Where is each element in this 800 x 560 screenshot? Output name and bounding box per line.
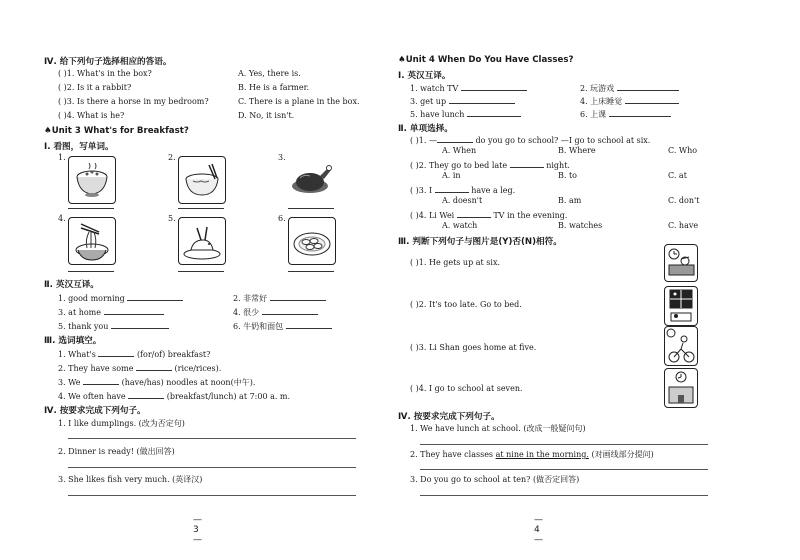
q4-opt-a[interactable]: A. watch (442, 221, 478, 230)
right-s3-item4: ( )4. I go to school at seven. (410, 384, 523, 393)
q3-opt-b[interactable]: B. am (558, 196, 582, 205)
left-s3-item2: 2. They have some (rice/rices). (58, 364, 222, 373)
q4-opt-b[interactable]: B. watches (558, 221, 603, 230)
answer-line-1[interactable] (68, 208, 114, 209)
right-s2-q4: ( )4. Li Wei TV in the evening. (410, 211, 568, 220)
answer-line-6[interactable] (288, 271, 334, 272)
right-s4-item2: 2. They have classes at nine in the morning. (对画线部分提问) (410, 450, 654, 459)
left-s4-a4: D. No, it isn't. (238, 111, 295, 120)
fill-line[interactable] (262, 306, 318, 315)
pic-num-6: 6. (278, 214, 286, 223)
page-number-left: —3— (193, 515, 202, 545)
right-s2-q2: ( )2. They go to bed late night. (410, 161, 570, 170)
noodles-chopsticks-picture (68, 217, 116, 265)
fill-line[interactable] (625, 95, 679, 104)
left-s3-item3: 3. We (have/has) noodles at noon(中午). (58, 378, 256, 387)
right-s1-item5: 5. have lunch (410, 108, 521, 119)
unit4-title: ♠Unit 4 When Do You Have Classes? (398, 55, 574, 65)
cyclist-clock-picture (664, 326, 698, 366)
pic-num-2: 2. (168, 153, 176, 162)
fill-line[interactable] (437, 134, 473, 143)
left-s4b-heading: Ⅳ. 按要求完成下列句子。 (44, 406, 146, 416)
fill-line[interactable] (104, 306, 164, 315)
right-s2-heading: Ⅱ. 单项选择。 (398, 124, 453, 134)
left-s2-heading: Ⅱ. 英汉互译。 (44, 280, 99, 290)
pic-num-5: 5. (168, 214, 176, 223)
answer-line-5[interactable] (178, 271, 224, 272)
fill-line[interactable] (457, 209, 491, 218)
left-s4-a3: C. There is a plane in the box. (238, 97, 360, 106)
left-s2-item4: 4. 很少 (233, 306, 318, 318)
fill-line[interactable] (286, 320, 332, 329)
fill-line[interactable] (609, 108, 671, 117)
pic-num-3: 3. (278, 153, 286, 162)
right-s3-item1: ( )1. He gets up at six. (410, 258, 500, 267)
fill-line[interactable] (467, 108, 521, 117)
right-s2-q1: ( )1. — do you go to school? —I go to school at six. (410, 136, 651, 145)
school-clock-picture (664, 368, 698, 408)
dumplings-plate-picture (288, 217, 336, 265)
left-s2-item5: 5. thank you (58, 320, 169, 331)
right-s3-item3: ( )3. Li Shan goes home at five. (410, 343, 537, 352)
answer-line[interactable] (68, 438, 356, 439)
left-s3-item1: 1. What's (for/of) breakfast? (58, 350, 211, 359)
right-s1-item2: 2. 玩游戏 (580, 82, 679, 94)
rice-bowl-picture (68, 156, 116, 204)
page-number-right: —4— (534, 515, 543, 545)
fill-line[interactable] (435, 184, 469, 193)
unit3-title: ♠Unit 3 What's for Breakfast? (44, 126, 189, 136)
left-s2-item1: 1. good morning (58, 292, 183, 303)
left-s4-heading: Ⅳ. 给下列句子选择相应的答语。 (44, 57, 172, 67)
fill-line[interactable] (111, 320, 169, 329)
right-s2-q3: ( )3. I have a leg. (410, 186, 516, 195)
right-s4-item3: 3. Do you go to school at ten? (做否定回答) (410, 475, 580, 484)
left-s2-item6: 6. 牛奶和面包 (233, 320, 332, 332)
left-s4-q1: ( )1. What's in the box? (58, 69, 152, 78)
fill-line[interactable] (128, 390, 164, 399)
answer-line[interactable] (420, 469, 708, 470)
left-s1-heading: Ⅰ. 看图，写单词。 (44, 142, 114, 152)
q4-opt-c[interactable]: C. have (668, 221, 699, 230)
right-s3-item2: ( )2. It's too late. Go to bed. (410, 300, 522, 309)
q3-opt-a[interactable]: A. doesn't (442, 196, 483, 205)
left-s4-a1: A. Yes, there is. (238, 69, 301, 78)
answer-line[interactable] (420, 444, 708, 445)
right-s4-item1: 1. We have lunch at school. (改成一般疑问句) (410, 424, 586, 433)
q1-opt-b[interactable]: B. Where (558, 146, 596, 155)
left-s4b-item2: 2. Dinner is ready! (做出回答) (58, 447, 175, 456)
right-s4-heading: Ⅳ. 按要求完成下列句子。 (398, 412, 500, 422)
right-s1-item3: 3. get up (410, 95, 515, 106)
q2-opt-a[interactable]: A. in (442, 171, 461, 180)
roast-chicken-picture (288, 156, 334, 202)
fill-line[interactable] (510, 159, 544, 168)
left-s2-item2: 2. 非常好 (233, 292, 326, 304)
right-s1-item6: 6. 上课 (580, 108, 671, 120)
answer-line[interactable] (420, 495, 708, 496)
fill-line[interactable] (127, 292, 183, 301)
fill-line[interactable] (83, 376, 119, 385)
boy-in-bed-clock-picture (664, 244, 698, 282)
left-s4b-item1: 1. I like dumplings. (改为否定句) (58, 419, 185, 428)
pic-num-1: 1. (58, 153, 66, 162)
left-s4-q2: ( )2. Is it a rabbit? (58, 83, 132, 92)
fill-line[interactable] (98, 348, 134, 357)
answer-line[interactable] (68, 467, 356, 468)
noodle-bowl-picture (178, 156, 226, 204)
q1-opt-a[interactable]: A. When (442, 146, 477, 155)
left-s4-q3: ( )3. Is there a horse in my bedroom? (58, 97, 209, 106)
fill-line[interactable] (449, 95, 515, 104)
night-window-picture (664, 286, 698, 326)
right-s1-item4: 4. 上床睡觉 (580, 95, 679, 107)
rabbit-dish-picture (178, 217, 226, 265)
left-s4-a2: B. He is a farmer. (238, 83, 310, 92)
q1-opt-c[interactable]: C. Who (668, 146, 698, 155)
fill-line[interactable] (136, 362, 172, 371)
answer-line-3[interactable] (288, 208, 334, 209)
q2-opt-c[interactable]: C. at (668, 171, 687, 180)
answer-line-4[interactable] (68, 271, 114, 272)
q3-opt-c[interactable]: C. don't (668, 196, 700, 205)
fill-line[interactable] (270, 292, 326, 301)
right-s3-heading: Ⅲ. 判断下列句子与图片是(Y)否(N)相符。 (398, 237, 562, 247)
answer-line-2[interactable] (178, 208, 224, 209)
fill-line[interactable] (617, 82, 679, 91)
right-s1-heading: Ⅰ. 英汉互译。 (398, 71, 451, 81)
answer-line[interactable] (68, 495, 356, 496)
left-s3-item4: 4. We often have (breakfast/lunch) at 7:00 a. m. (58, 392, 291, 401)
pic-num-4: 4. (58, 214, 66, 223)
left-s4b-item3: 3. She likes fish very much. (英译汉) (58, 475, 203, 484)
left-s2-item3: 3. at home (58, 306, 164, 317)
fill-line[interactable] (461, 82, 527, 91)
right-s1-item1: 1. watch TV (410, 82, 527, 93)
left-s4-q4: ( )4. What is he? (58, 111, 125, 120)
left-s3-heading: Ⅲ. 选词填空。 (44, 336, 102, 346)
q2-opt-b[interactable]: B. to (558, 171, 577, 180)
